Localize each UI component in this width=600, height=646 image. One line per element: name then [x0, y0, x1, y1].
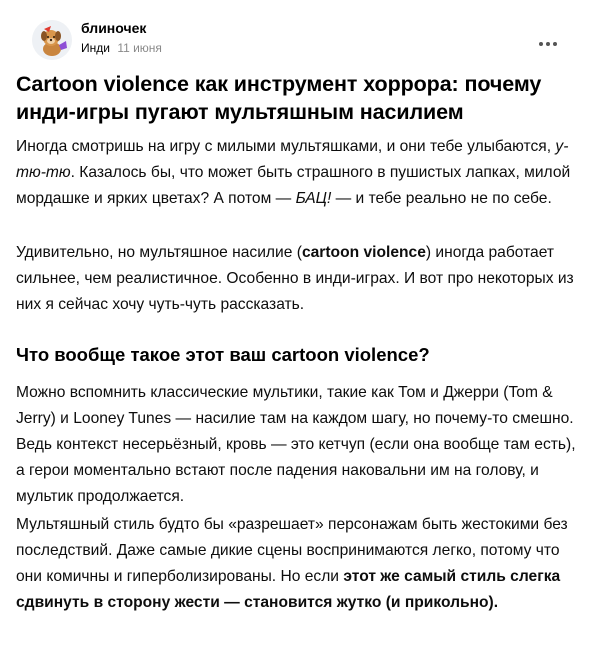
post-title[interactable]: Cartoon violence как инструмент хоррора: почему инди-игры пугают мультяшным насилием — [16, 72, 542, 124]
paragraph-4 — [16, 512, 581, 616]
avatar[interactable] — [32, 20, 72, 60]
author-name[interactable]: блиночек — [81, 20, 147, 36]
post-meta — [81, 41, 162, 55]
p4-bold-1: этот же самый стиль слегка сдвинуть в сторону жести — становится жутко (и прикольно). — [16, 568, 561, 611]
p1-text-2: . Казалось бы, что может быть страшного в пушистых лапках, милой мордашке и ярких цветах? А потом — — [16, 164, 571, 207]
paragraph-2 — [16, 240, 581, 318]
subsite-link[interactable]: Инди — [81, 41, 110, 55]
post-title-wrap — [16, 70, 581, 126]
more-dots-icon[interactable] — [538, 34, 558, 40]
post-date: 11 июня — [117, 41, 162, 55]
p4-text-1: Мультяшный стиль будто бы «разрешает» персонажам быть жестокими без последствий. Даже самые дикие сцены воспринимаются легко, потому что они комичны и гиперболизированы. Но если — [16, 516, 568, 585]
p2-text-1: Удивительно, но мультяшное насилие ( — [16, 244, 302, 261]
p2-text-2: ) иногда работает сильнее, чем реалистичное. Особенно в инди-играх. И вот про некоторых из них я сейчас хочу чуть-чуть рассказать. — [16, 244, 574, 313]
paragraph-3: Можно вспомнить классические мультики, такие как Том и Джерри (Tom & Jerry) и Looney Tunes — насилие там на каждом шагу, но почему-то смешно. Ведь контекст несерьёзный, кровь — это кетчуп (если она вообще там есть), а герои моментально встают после падения наковальни им на голову, и мультик продолжается. — [16, 384, 576, 505]
p1-italic-2: БАЦ! — [295, 190, 332, 207]
p1-text-3: — и тебе реально не по себе. — [331, 190, 552, 207]
puppy-avatar-icon — [32, 20, 72, 60]
p2-bold-1: cartoon violence — [301, 244, 426, 261]
p1-italic-1: у-тю-тю — [16, 138, 569, 181]
p1-text-1: Иногда смотришь на игру с милыми мультяшками, и они тебе улыбаются, — [16, 138, 556, 155]
section-heading: Что вообще такое этот ваш cartoon violence? — [16, 344, 430, 365]
post-header — [16, 0, 584, 70]
paragraph-1 — [16, 134, 581, 212]
